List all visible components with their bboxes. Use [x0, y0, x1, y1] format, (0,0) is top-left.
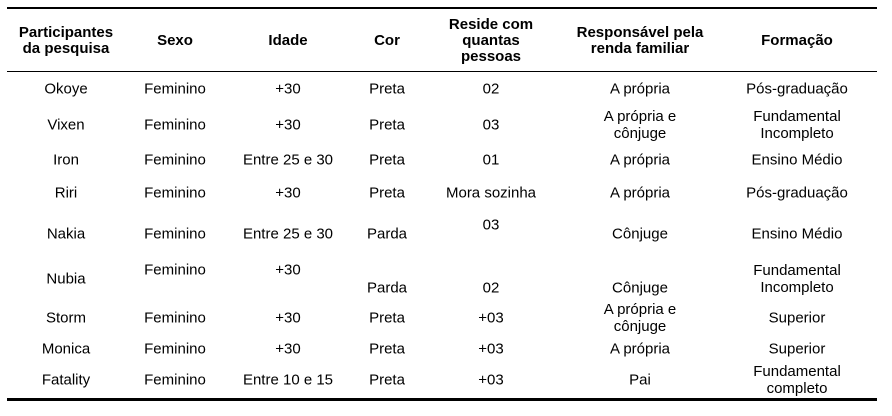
- cell-nakia-household-line: 03: [482, 216, 500, 234]
- cell-iron-participant: [53, 152, 79, 169]
- header-education: [761, 33, 833, 49]
- cell-vixen-household: [483, 117, 500, 134]
- cell-storm-household-line: +03: [478, 309, 504, 327]
- cell-storm-participant: [46, 310, 86, 327]
- cell-monica-education: [769, 341, 826, 358]
- header-household-line: quantas: [462, 32, 520, 49]
- header-color-line: Cor: [374, 32, 400, 49]
- table-bottom-rule: [7, 398, 877, 401]
- cell-storm-income-responsible-line: A própria e: [603, 301, 677, 318]
- header-age: [268, 33, 307, 49]
- cell-nubia-sex: [144, 262, 206, 279]
- cell-nubia-participant: [46, 271, 85, 288]
- cell-storm-sex-line: Feminino: [144, 309, 206, 327]
- cell-riri-education: [746, 185, 848, 202]
- header-income-responsible-line: Responsável pela: [576, 24, 704, 41]
- cell-storm-income-responsible-line: cônjuge: [613, 318, 667, 335]
- cell-vixen-color-line: Preta: [369, 116, 405, 134]
- cell-storm-color: [369, 310, 405, 327]
- header-color: [374, 33, 400, 49]
- cell-nakia-color: [367, 226, 407, 243]
- cell-storm-sex: [144, 310, 206, 327]
- cell-vixen-participant-line: Vixen: [47, 116, 85, 134]
- cell-okoye-education: [746, 81, 848, 98]
- cell-monica-household: [478, 341, 503, 358]
- cell-nubia-age-line: +30: [275, 261, 301, 279]
- header-participant-line: Participantes: [18, 24, 114, 41]
- cell-iron-education: [752, 152, 843, 169]
- table-top-rule: [7, 7, 877, 9]
- cell-storm-age-line: +30: [275, 309, 301, 327]
- cell-nubia-age: [275, 262, 300, 279]
- cell-okoye-income-responsible-line: A própria: [609, 80, 671, 98]
- cell-nubia-household: [483, 280, 500, 297]
- header-income-responsible: [577, 25, 704, 57]
- cell-riri-education-line: Pós-graduação: [746, 184, 848, 202]
- cell-nubia-household-line: 02: [482, 279, 500, 297]
- cell-storm-age: [275, 310, 300, 327]
- cell-nubia-education-line: Incompleto: [760, 279, 834, 296]
- cell-storm-education: [769, 310, 826, 327]
- header-sex-line: Sexo: [157, 32, 193, 49]
- cell-vixen-age-line: +30: [275, 116, 301, 134]
- cell-vixen-participant: [47, 117, 84, 134]
- cell-fatality-age: [243, 372, 333, 389]
- cell-nubia-color: [367, 280, 407, 297]
- cell-riri-sex-line: Feminino: [144, 184, 206, 202]
- cell-monica-age-line: +30: [275, 340, 301, 358]
- cell-riri-income-responsible-line: A própria: [609, 184, 671, 202]
- cell-monica-participant-line: Monica: [41, 340, 91, 358]
- cell-nubia-sex-line: Feminino: [144, 261, 206, 279]
- cell-nakia-age-line: Entre 25 e 30: [242, 225, 334, 243]
- cell-nakia-education: [752, 226, 843, 243]
- cell-riri-household-line: Mora sozinha: [445, 184, 537, 202]
- cell-storm-household: [478, 310, 503, 327]
- header-household: [449, 17, 533, 65]
- cell-monica-household-line: +03: [478, 340, 504, 358]
- cell-nakia-sex: [144, 226, 206, 243]
- cell-fatality-participant-line: Fatality: [41, 371, 91, 389]
- cell-nakia-household: [483, 217, 500, 234]
- cell-vixen-sex-line: Feminino: [144, 116, 206, 134]
- cell-iron-income-responsible-line: A própria: [609, 151, 671, 169]
- cell-iron-education-line: Ensino Médio: [751, 151, 843, 169]
- cell-vixen-sex: [144, 117, 206, 134]
- header-sex: [157, 33, 193, 49]
- cell-nakia-income-responsible-line: Cônjuge: [612, 225, 668, 243]
- cell-vixen-household-line: 03: [482, 116, 500, 134]
- cell-riri-age: [275, 185, 300, 202]
- cell-nakia-education-line: Ensino Médio: [751, 225, 843, 243]
- cell-okoye-education-line: Pós-graduação: [746, 80, 848, 98]
- cell-nakia-color-line: Parda: [366, 225, 408, 243]
- cell-iron-sex-line: Feminino: [144, 151, 206, 169]
- cell-fatality-household-line: +03: [478, 371, 504, 389]
- cell-iron-income-responsible: [610, 152, 670, 169]
- cell-iron-household: [483, 152, 500, 169]
- cell-vixen-education: [753, 108, 841, 142]
- cell-vixen-income-responsible: [604, 108, 677, 142]
- cell-fatality-sex: [144, 372, 206, 389]
- cell-monica-sex: [144, 341, 206, 358]
- cell-fatality-income-responsible-line: Pai: [629, 371, 651, 389]
- cell-nubia-education-line: Fundamental: [753, 262, 841, 279]
- cell-monica-age: [275, 341, 300, 358]
- cell-iron-age: [243, 152, 333, 169]
- table-header-rule: [7, 71, 877, 72]
- cell-fatality-education-line: Fundamental: [753, 363, 841, 380]
- cell-monica-participant: [42, 341, 90, 358]
- cell-nakia-income-responsible: [612, 226, 668, 243]
- cell-riri-color: [369, 185, 405, 202]
- cell-riri-age-line: +30: [275, 184, 301, 202]
- cell-okoye-color: [369, 81, 405, 98]
- cell-nubia-education: [753, 262, 841, 296]
- cell-okoye-color-line: Preta: [369, 80, 405, 98]
- header-participant: [19, 25, 113, 57]
- cell-riri-color-line: Preta: [369, 184, 405, 202]
- cell-riri-sex: [144, 185, 206, 202]
- header-education-line: Formação: [761, 32, 833, 49]
- header-age-line: Idade: [268, 32, 308, 49]
- cell-monica-color: [369, 341, 405, 358]
- cell-fatality-education-line: completo: [766, 380, 828, 397]
- cell-nubia-participant-line: Nubia: [46, 270, 86, 288]
- cell-monica-education-line: Superior: [768, 340, 826, 358]
- cell-storm-participant-line: Storm: [45, 309, 87, 327]
- cell-monica-color-line: Preta: [369, 340, 405, 358]
- cell-iron-sex: [144, 152, 206, 169]
- cell-okoye-household-line: 02: [482, 80, 500, 98]
- cell-okoye-participant: [44, 81, 87, 98]
- cell-nakia-participant-line: Nakia: [46, 225, 86, 243]
- cell-fatality-age-line: Entre 10 e 15: [242, 371, 334, 389]
- cell-okoye-age-line: +30: [275, 80, 301, 98]
- cell-storm-education-line: Superior: [768, 309, 826, 327]
- cell-nubia-income-responsible: [612, 280, 668, 297]
- cell-fatality-education: [753, 363, 841, 397]
- cell-iron-color: [369, 152, 405, 169]
- cell-nubia-color-line: Parda: [366, 279, 408, 297]
- cell-fatality-income-responsible: [629, 372, 651, 389]
- cell-storm-color-line: Preta: [369, 309, 405, 327]
- cell-riri-household: [446, 185, 536, 202]
- cell-fatality-participant: [42, 372, 90, 389]
- cell-fatality-sex-line: Feminino: [144, 371, 206, 389]
- cell-fatality-household: [478, 372, 503, 389]
- cell-iron-age-line: Entre 25 e 30: [242, 151, 334, 169]
- cell-okoye-household: [483, 81, 500, 98]
- header-household-line: pessoas: [460, 48, 522, 65]
- cell-nakia-sex-line: Feminino: [144, 225, 206, 243]
- cell-vixen-age: [275, 117, 300, 134]
- cell-riri-participant: [55, 185, 78, 202]
- cell-monica-income-responsible: [610, 341, 670, 358]
- cell-iron-color-line: Preta: [369, 151, 405, 169]
- header-participant-line: da pesquisa: [22, 40, 110, 57]
- cell-monica-income-responsible-line: A própria: [609, 340, 671, 358]
- header-household-line: Reside com: [448, 16, 534, 33]
- cell-vixen-income-responsible-line: A própria e: [603, 108, 677, 125]
- cell-monica-sex-line: Feminino: [144, 340, 206, 358]
- cell-riri-income-responsible: [610, 185, 670, 202]
- cell-fatality-color: [369, 372, 405, 389]
- cell-vixen-education-line: Fundamental: [753, 108, 841, 125]
- cell-okoye-sex-line: Feminino: [144, 80, 206, 98]
- cell-iron-participant-line: Iron: [53, 151, 79, 169]
- cell-riri-participant-line: Riri: [54, 184, 78, 202]
- cell-vixen-education-line: Incompleto: [760, 125, 834, 142]
- cell-okoye-participant-line: Okoye: [44, 80, 88, 98]
- cell-storm-income-responsible: [604, 301, 677, 335]
- cell-nubia-income-responsible-line: Cônjuge: [612, 279, 668, 297]
- cell-okoye-age: [275, 81, 300, 98]
- cell-nakia-age: [243, 226, 333, 243]
- cell-okoye-income-responsible: [610, 81, 670, 98]
- cell-iron-household-line: 01: [482, 151, 500, 169]
- cell-vixen-color: [369, 117, 405, 134]
- cell-okoye-sex: [144, 81, 206, 98]
- cell-vixen-income-responsible-line: cônjuge: [613, 125, 667, 142]
- cell-fatality-color-line: Preta: [369, 371, 405, 389]
- header-income-responsible-line: renda familiar: [590, 40, 690, 57]
- cell-nakia-participant: [47, 226, 85, 243]
